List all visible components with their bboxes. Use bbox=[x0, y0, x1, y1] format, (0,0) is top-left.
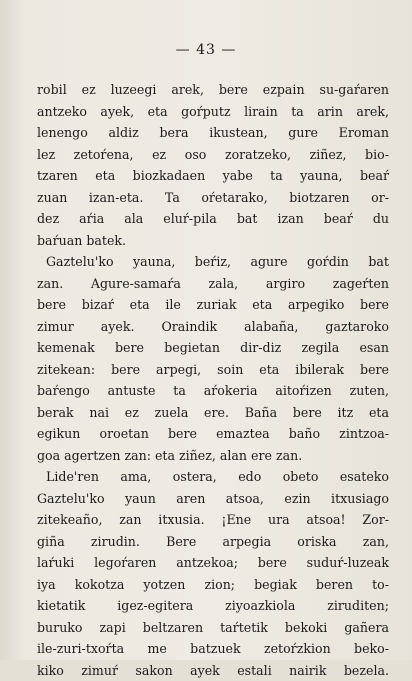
text-line: bere bizaŕ eta ile zuriak eta arpegiko bere bbox=[37, 294, 389, 316]
text-line: berak nai ez zuela ere. Baña bere itz eta bbox=[37, 402, 389, 424]
text-line: antzeko ayek, eta goŕputz lirain ta arin arek, bbox=[37, 101, 389, 123]
text-line: laŕuki legoŕaren antzekoa; bere suduŕ-luzeak bbox=[37, 552, 389, 574]
text-line: Lide'ren ama, ostera, edo obeto esateko bbox=[37, 466, 389, 488]
text-line: zimur ayek. Oraindik alabaña, gaztaroko bbox=[37, 316, 389, 338]
text-line: lenengo aldiz bera ikustean, gure Eroman bbox=[37, 122, 389, 144]
text-line: iya kokotza yotzen zion; begiak beren to- bbox=[37, 574, 389, 596]
text-line: goa agertzen zan: eta ziñez, alan ere zan. bbox=[37, 445, 389, 467]
text-line: robil ez luzeegi arek, bere ezpain su-gaŕaren bbox=[37, 79, 389, 101]
body-text bbox=[37, 79, 389, 681]
text-line: zitekean: bere arpegi, soin eta ibilerak bere bbox=[37, 359, 389, 381]
text-line: baŕuan batek. bbox=[37, 230, 389, 252]
text-line: ile-zuri-txoŕta me batzuek zetoŕzkion beko- bbox=[37, 638, 389, 660]
text-line: Gaztelu'ko yaun aren atsoa, ezin itxusiago bbox=[37, 488, 389, 510]
page-number: — 43 — bbox=[0, 42, 412, 58]
text-line: giña zirudin. Bere arpegia oriska zan, bbox=[37, 531, 389, 553]
text-line: buruko zapi beltzaren taŕtetik bekoki gañera bbox=[37, 617, 389, 639]
text-line: kietatik igez-egitera ziyoazkiola ziruditen; bbox=[37, 595, 389, 617]
text-line: kiko zimuŕ sakon ayek estali nairik bezela. bbox=[37, 660, 389, 681]
text-line: tzaren eta biozkadaen yabe ta yauna, beaŕ bbox=[37, 165, 389, 187]
text-line: lez zetoŕena, ez oso zoratzeko, ziñez, bio- bbox=[37, 144, 389, 166]
text-line: kemenak bere begietan dir-diz zegila esan bbox=[37, 337, 389, 359]
text-line: zitekeaño, zan itxusia. ¡Ene ura atsoa! Zor- bbox=[37, 509, 389, 531]
text-line: zan. Agure-samaŕa zala, argiro zageŕten bbox=[37, 273, 389, 295]
text-line: dez aŕia ala eluŕ-pila bat izan beaŕ du bbox=[37, 208, 389, 230]
text-line: Gaztelu'ko yauna, beŕiz, agure goŕdin bat bbox=[37, 251, 389, 273]
text-line: baŕengo antuste ta aŕokeria aitoŕizen zuten, bbox=[37, 380, 389, 402]
text-line: zuan izan-eta. Ta oŕetarako, biotzaren or- bbox=[37, 187, 389, 209]
text-line: egikun oroetan bere emaztea baño zintzoa- bbox=[37, 423, 389, 445]
